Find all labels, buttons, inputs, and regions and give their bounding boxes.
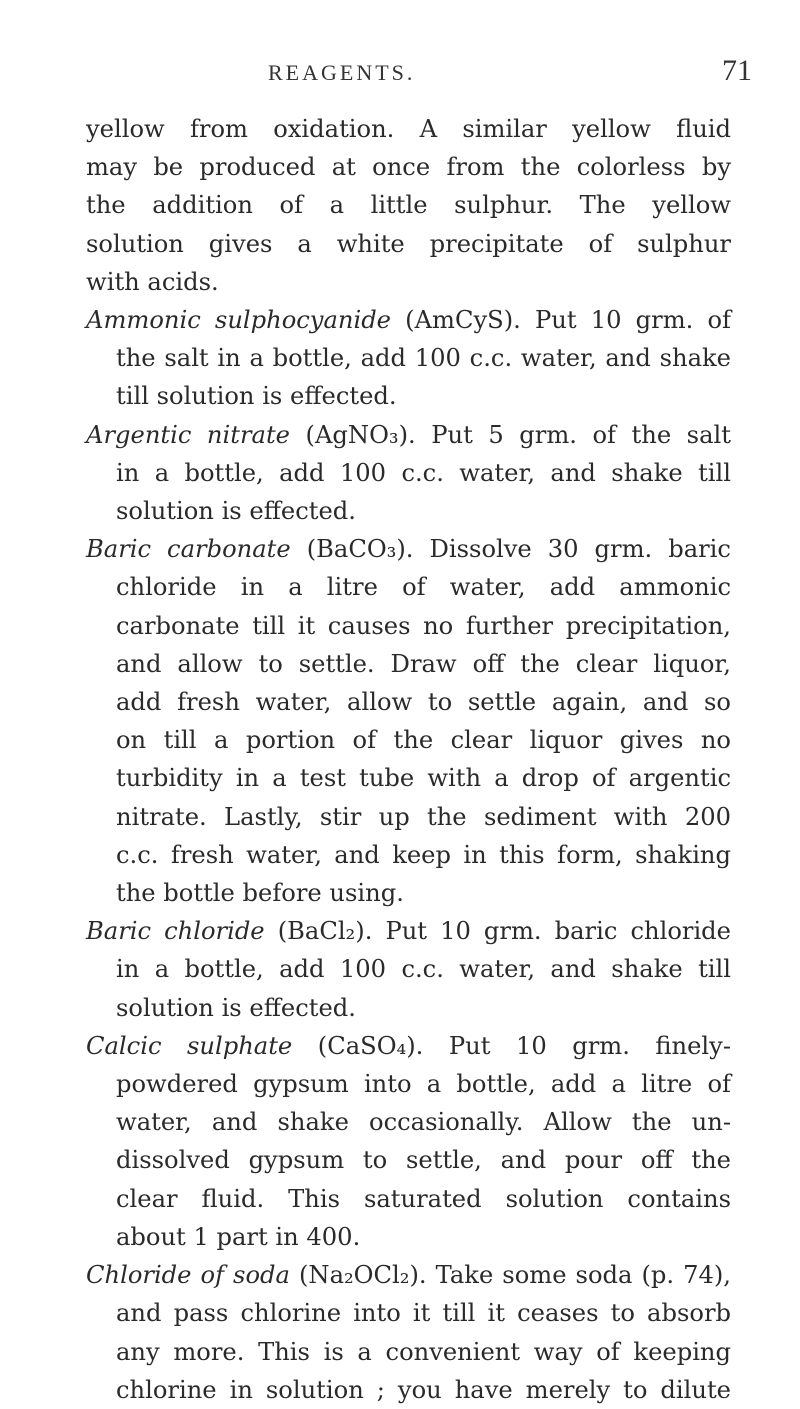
text-line: add fresh water, allow to settle again, and so xyxy=(116,688,731,717)
text-line: with acids. xyxy=(86,267,219,296)
body-text xyxy=(86,110,731,1409)
entry-first-line-text: Take some soda (p. 74), xyxy=(435,1261,731,1290)
reagent-formula: (AgNO₃). xyxy=(305,420,416,449)
reagent-formula: (BaCO₃). xyxy=(306,535,414,564)
text-line: water, and shake occasionally. Allow the un- xyxy=(116,1108,731,1137)
entry-first-line xyxy=(86,416,731,454)
entry-first-line xyxy=(86,912,731,950)
reagent-entry-argentic-nitrate xyxy=(86,416,731,531)
reagent-name: Calcic sulphate xyxy=(86,1031,293,1060)
text-line: any more. This is a convenient way of keeping xyxy=(116,1337,731,1366)
text-line: chlorine in solution ; you have merely to dilute xyxy=(116,1375,731,1404)
text-line: dissolved gypsum to settle, and pour off the xyxy=(116,1146,731,1175)
text-line: c.c. fresh water, and keep in this form, shaking xyxy=(116,840,731,869)
text-line: in a bottle, add 100 c.c. water, and shake till xyxy=(116,458,731,487)
entry-first-line xyxy=(86,530,731,568)
reagent-formula: (CaSO₄). xyxy=(317,1031,424,1060)
text-line: the bottle before using. xyxy=(116,879,404,908)
reagent-name: Baric chloride xyxy=(86,917,265,946)
text-line: carbonate till it causes no further precipitation, xyxy=(116,611,731,640)
text-line: clear fluid. This saturated solution contains xyxy=(116,1184,731,1213)
text-line: chloride in a litre of water, add ammonic xyxy=(116,573,731,602)
text-line: the addition of a little sulphur. The yellow xyxy=(86,191,731,220)
reagent-formula: (BaCl₂). xyxy=(277,917,373,946)
entry-first-line-text: Put 10 grm. finely- xyxy=(448,1031,732,1060)
text-line: in a bottle, add 100 c.c. water, and shake till xyxy=(116,955,731,984)
reagent-name: Ammonic sulphocyanide xyxy=(86,306,391,335)
text-line: and pass chlorine into it till it ceases to absorb xyxy=(116,1299,731,1328)
text-line: about 1 part in 400. xyxy=(116,1222,361,1251)
reagent-formula: (Na₂OCl₂). xyxy=(298,1261,427,1290)
paragraph-continuation xyxy=(86,110,731,301)
text-line: nitrate. Lastly, stir up the sediment with 200 xyxy=(116,802,731,831)
entry-first-line-text: Dissolve 30 grm. baric xyxy=(429,535,731,564)
entry-first-line xyxy=(86,1027,731,1065)
text-line: powdered gypsum into a bottle, add a litre of xyxy=(116,1070,731,1099)
text-line: yellow from oxidation. A similar yellow fluid xyxy=(86,115,731,143)
text-line: and allow to settle. Draw off the clear liquor, xyxy=(116,649,731,678)
page-number: 71 xyxy=(722,54,752,87)
reagent-formula: (AmCyS). xyxy=(405,306,521,335)
reagent-entry-calcic-sulphate xyxy=(86,1027,731,1256)
reagent-entry-ammonic-sulphocyanide xyxy=(86,301,731,416)
reagent-name: Argentic nitrate xyxy=(86,420,290,449)
reagent-name: Chloride of soda xyxy=(86,1261,290,1290)
text-line: till solution is effected. xyxy=(116,382,397,411)
entry-first-line xyxy=(86,1256,731,1294)
text-line: may be produced at once from the colorless by xyxy=(86,153,731,182)
text-line: the salt in a bottle, add 100 c.c. water, and shake xyxy=(116,344,731,373)
text-line: solution is effected. xyxy=(116,497,356,526)
text-line: turbidity in a test tube with a drop of argentic xyxy=(116,764,731,793)
entry-first-line-text: Put 10 grm. of xyxy=(535,306,731,335)
entry-first-line xyxy=(86,301,731,339)
entry-first-line-text: Put 5 grm. of the salt xyxy=(431,420,731,449)
text-line: solution is effected. xyxy=(116,993,356,1022)
reagent-entry-baric-carbonate xyxy=(86,530,731,912)
reagent-name: Baric carbonate xyxy=(86,535,291,564)
text-line: solution gives a white precipitate of sulphur xyxy=(86,229,731,258)
reagent-entry-baric-chloride xyxy=(86,912,731,1027)
reagent-entry-chloride-of-soda xyxy=(86,1256,731,1409)
running-head: REAGENTS. xyxy=(268,60,416,85)
text-line: on till a portion of the clear liquor gives no xyxy=(116,726,731,755)
entry-first-line-text: Put 10 grm. baric chloride xyxy=(385,917,731,946)
